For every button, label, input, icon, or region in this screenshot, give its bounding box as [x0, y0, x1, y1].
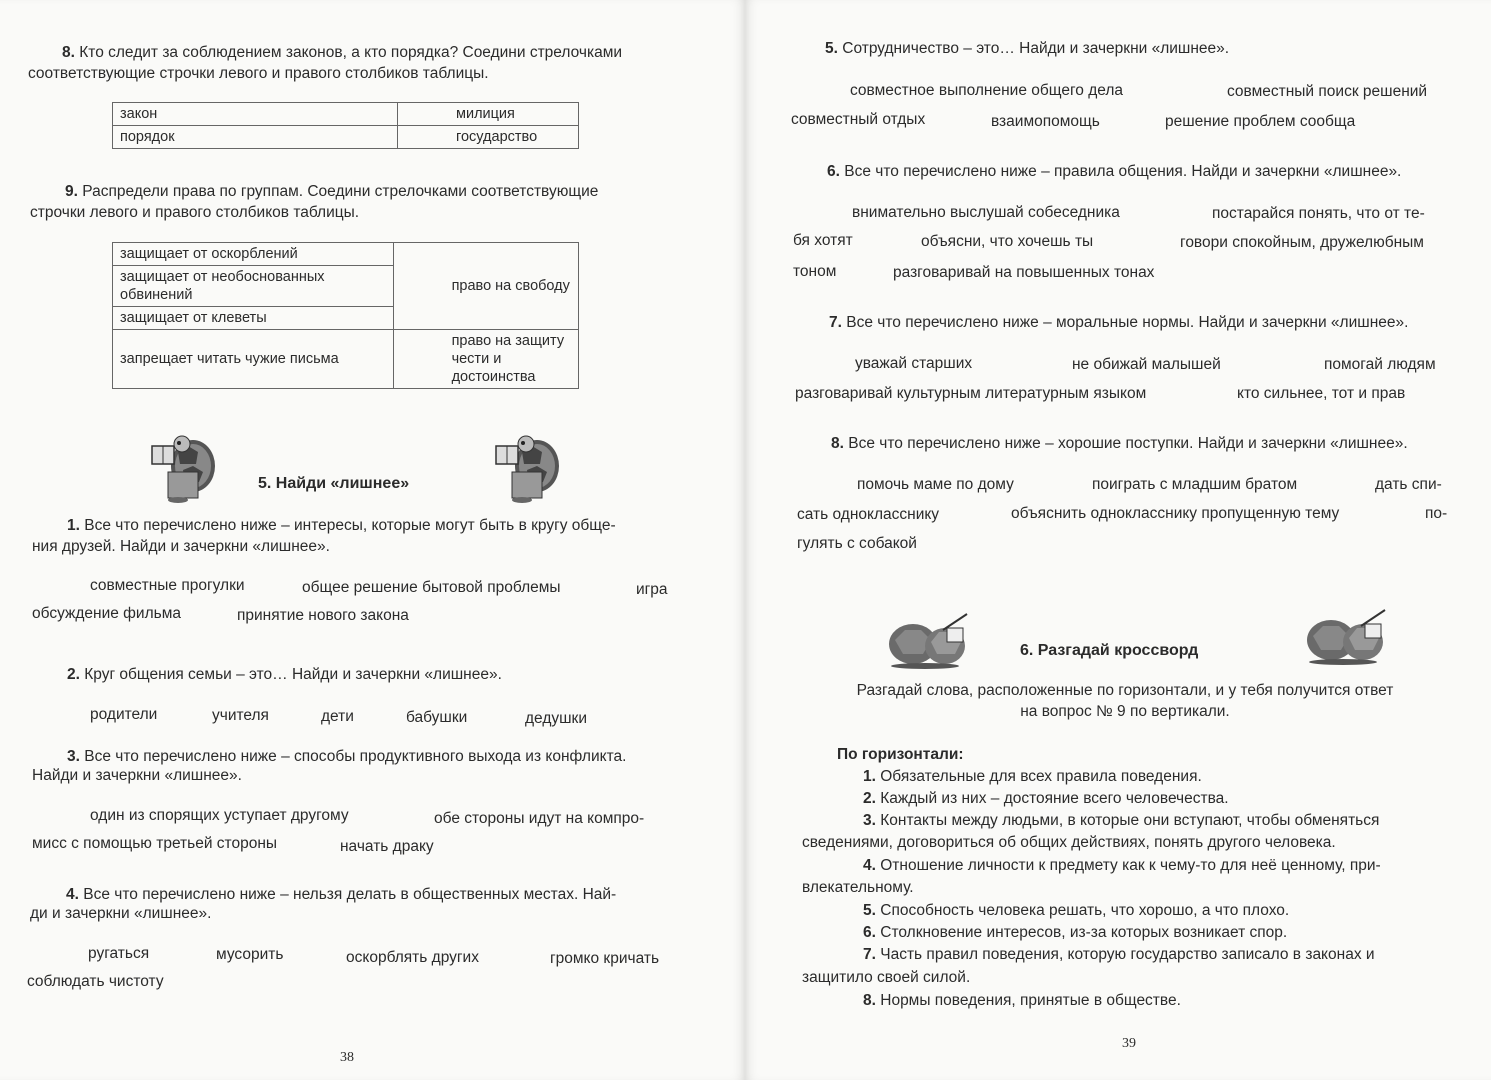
word-option[interactable]: поиграть с младшим братом [1092, 476, 1298, 493]
question-text-cont: строчки левого и правого столбиков таблицы. [30, 204, 360, 221]
word-option[interactable]: гулять с собакой [797, 535, 917, 552]
table-rights [112, 242, 579, 389]
table-row [113, 103, 579, 126]
question-text-cont: соответствующие строчки левого и правого столбиков таблицы. [28, 65, 489, 82]
clue-5 [863, 900, 1289, 921]
task-number: 5. [825, 40, 838, 57]
table-cell: милиция [398, 103, 579, 126]
table-row [113, 330, 579, 389]
clue-number: 1. [863, 768, 876, 785]
word-option[interactable]: разговаривай культурным литературным языком [795, 385, 1147, 402]
task-text: Все что перечислено ниже – нельзя делать в общественных местах. Най- [83, 886, 617, 903]
table-cell: защищает от необоснованных обвинений [113, 266, 394, 307]
right-page [745, 0, 1491, 1080]
word-option[interactable]: помогай людям [1324, 356, 1436, 373]
clue-8 [863, 990, 1181, 1011]
word-option[interactable]: принятие нового закона [237, 607, 409, 624]
task-number: 6. [827, 163, 840, 180]
word-option[interactable]: совместный отдых [791, 111, 926, 128]
task-text: Круг общения семьи – это… Найди и зачеркни «лишнее». [84, 666, 502, 683]
clue-text: Каждый из них – достояние всего человечества. [880, 790, 1229, 807]
task-text-cont: ния друзей. Найди и зачеркни «лишнее». [32, 538, 330, 555]
word-option[interactable]: бя хотят [793, 232, 853, 249]
word-option[interactable]: совместное выполнение общего дела [850, 82, 1124, 99]
turtles-icon [1303, 606, 1393, 666]
question-text: Кто следит за соблюдением законов, а кто порядка? Соедини стрелочками [79, 44, 623, 61]
clue-3 [863, 810, 1379, 831]
question-8 [62, 43, 672, 63]
page-number: 39 [1122, 1036, 1136, 1051]
table-cell: право на свободу [393, 243, 578, 330]
question-number: 8. [62, 44, 75, 61]
clue-text: Отношение личности к предмету как к чему-то для неё ценному, при- [880, 857, 1381, 874]
task-8 [831, 434, 1451, 454]
question-number: 9. [65, 183, 78, 200]
word-option[interactable]: дедушки [525, 710, 587, 727]
clue-text-cont: защитило своей силой. [802, 969, 971, 986]
word-option[interactable]: громко кричать [550, 950, 660, 967]
task-text: Сотрудничество – это… Найди и зачеркни «лишнее». [842, 40, 1230, 57]
crossword-instructions [805, 680, 1445, 722]
task-number: 2. [67, 666, 80, 683]
word-option[interactable]: соблюдать чистоту [27, 973, 164, 990]
clue-6 [863, 922, 1287, 943]
question-text: Распредели права по группам. Соедини стрелочками соответствующие [82, 183, 599, 200]
word-option[interactable]: кто сильнее, тот и прав [1237, 385, 1406, 402]
word-option[interactable]: совместные прогулки [90, 577, 245, 594]
word-option[interactable]: не обижай малышей [1072, 356, 1221, 373]
left-page [0, 0, 745, 1080]
task-number: 3. [67, 748, 80, 765]
word-option[interactable]: говори спокойным, дружелюбным [1180, 234, 1424, 251]
task-text: Все что перечислено ниже – правила общения. Найди и зачеркни «лишнее». [844, 163, 1402, 180]
clue-text: Столкновение интересов, из-за которых возникает спор. [880, 924, 1288, 941]
table-cell: защищает от оскорблений [113, 243, 394, 266]
word-option[interactable]: родители [90, 706, 158, 723]
task-number: 8. [831, 435, 844, 452]
section-title: 5. Найди «лишнее» [258, 475, 410, 492]
task-text: Все что перечислено ниже – хорошие поступки. Найди и зачеркни «лишнее». [848, 435, 1408, 452]
question-9 [65, 182, 672, 202]
section-title: 6. Разгадай кроссворд [1020, 642, 1199, 659]
table-cell: закон [113, 103, 398, 126]
instruction-line: Разгадай слова, расположенные по горизонтали, и у тебя получится ответ [856, 682, 1394, 699]
task-text: Все что перечислено ниже – интересы, которые могут быть в кругу обще- [84, 517, 616, 534]
task-number: 4. [66, 886, 79, 903]
task-4 [66, 885, 672, 905]
clue-text: Контакты между людьми, в которые они вступают, чтобы обменяться [880, 812, 1380, 829]
word-option[interactable]: совместный поиск решений [1227, 83, 1428, 100]
word-option[interactable]: решение проблем сообща [1165, 113, 1356, 130]
table-law-order [112, 102, 579, 149]
clue-number: 7. [863, 946, 876, 963]
word-option[interactable]: ругаться [88, 945, 150, 962]
word-option[interactable]: общее решение бытовой проблемы [302, 579, 561, 596]
table-row [113, 243, 579, 266]
table-cell: запрещает читать чужие письма [113, 330, 394, 389]
clue-2 [863, 788, 1229, 809]
word-option[interactable]: постарайся понять, что от те- [1212, 205, 1425, 222]
word-option[interactable]: помочь маме по дому [857, 476, 1014, 493]
task-2 [67, 665, 672, 685]
instruction-line: на вопрос № 9 по вертикали. [1020, 703, 1230, 720]
clue-text-cont: влекательному. [802, 879, 914, 896]
word-option[interactable]: по- [1425, 505, 1448, 522]
reading-turtle-icon [492, 432, 564, 504]
word-option[interactable]: сать однокласснику [797, 506, 940, 523]
clue-1 [863, 766, 1202, 787]
word-option[interactable]: мусорить [216, 946, 284, 963]
word-option[interactable]: дети [321, 708, 354, 725]
clue-number: 5. [863, 902, 876, 919]
word-option[interactable]: разговаривай на повышенных тонах [893, 264, 1155, 281]
word-option[interactable]: один из спорящих уступает другому [90, 807, 349, 824]
task-5 [825, 39, 1445, 59]
clue-number: 2. [863, 790, 876, 807]
task-number: 1. [67, 517, 80, 534]
clue-number: 6. [863, 924, 876, 941]
horizontal-heading: По горизонтали: [837, 746, 964, 763]
clue-number: 3. [863, 812, 876, 829]
clue-text-cont: сведениями, договориться об общих действиях, понять другого человека. [802, 834, 1336, 851]
task-text: Все что перечислено ниже – моральные нормы. Найди и зачеркни «лишнее». [846, 314, 1409, 331]
word-option[interactable]: объяснить однокласснику пропущенную тему [1011, 505, 1340, 522]
word-option[interactable]: оскорблять других [346, 949, 479, 966]
table-row [113, 126, 579, 149]
clue-number: 8. [863, 992, 876, 1009]
task-7 [829, 313, 1449, 333]
table-cell: порядок [113, 126, 398, 149]
reading-turtle-icon [148, 432, 220, 504]
word-option[interactable]: взаимопомощь [991, 113, 1100, 130]
word-option[interactable]: объясни, что хочешь ты [921, 233, 1094, 250]
word-option[interactable]: бабушки [406, 709, 468, 726]
word-option[interactable]: обсуждение фильма [32, 605, 181, 622]
word-option[interactable]: начать драку [340, 838, 434, 855]
clue-4 [863, 855, 1381, 876]
clue-7 [863, 944, 1375, 965]
clue-text: Часть правил поведения, которую государство записало в законах и [880, 946, 1375, 963]
clue-number: 4. [863, 857, 876, 874]
word-option[interactable]: мисс с помощью третьей стороны [32, 835, 278, 852]
task-text-cont: Найди и зачеркни «лишнее». [32, 767, 242, 784]
task-6 [827, 162, 1447, 182]
word-option[interactable]: учителя [212, 707, 269, 724]
word-option[interactable]: игра [636, 581, 668, 598]
table-cell: защищает от клеветы [113, 307, 394, 330]
task-3 [67, 747, 672, 767]
table-cell: право на защиту чести и достоинства [393, 330, 578, 389]
clue-text: Способность человека решать, что хорошо, а что плохо. [880, 902, 1290, 919]
word-option[interactable]: тоном [793, 263, 837, 280]
task-text-cont: ди и зачеркни «лишнее». [30, 905, 212, 922]
word-option[interactable]: внимательно выслушай собеседника [852, 204, 1120, 221]
task-1 [67, 516, 672, 536]
task-number: 7. [829, 314, 842, 331]
word-option[interactable]: уважай старших [855, 355, 973, 372]
clue-text: Нормы поведения, принятые в обществе. [880, 992, 1181, 1009]
turtles-icon [885, 610, 975, 670]
word-option[interactable]: обе стороны идут на компро- [434, 810, 645, 827]
clue-text: Обязательные для всех правила поведения. [880, 768, 1202, 785]
task-text: Все что перечислено ниже – способы продуктивного выхода из конфликта. [84, 748, 627, 765]
word-option[interactable]: дать спи- [1375, 476, 1442, 493]
table-cell: государство [398, 126, 579, 149]
page-number: 38 [340, 1050, 354, 1065]
